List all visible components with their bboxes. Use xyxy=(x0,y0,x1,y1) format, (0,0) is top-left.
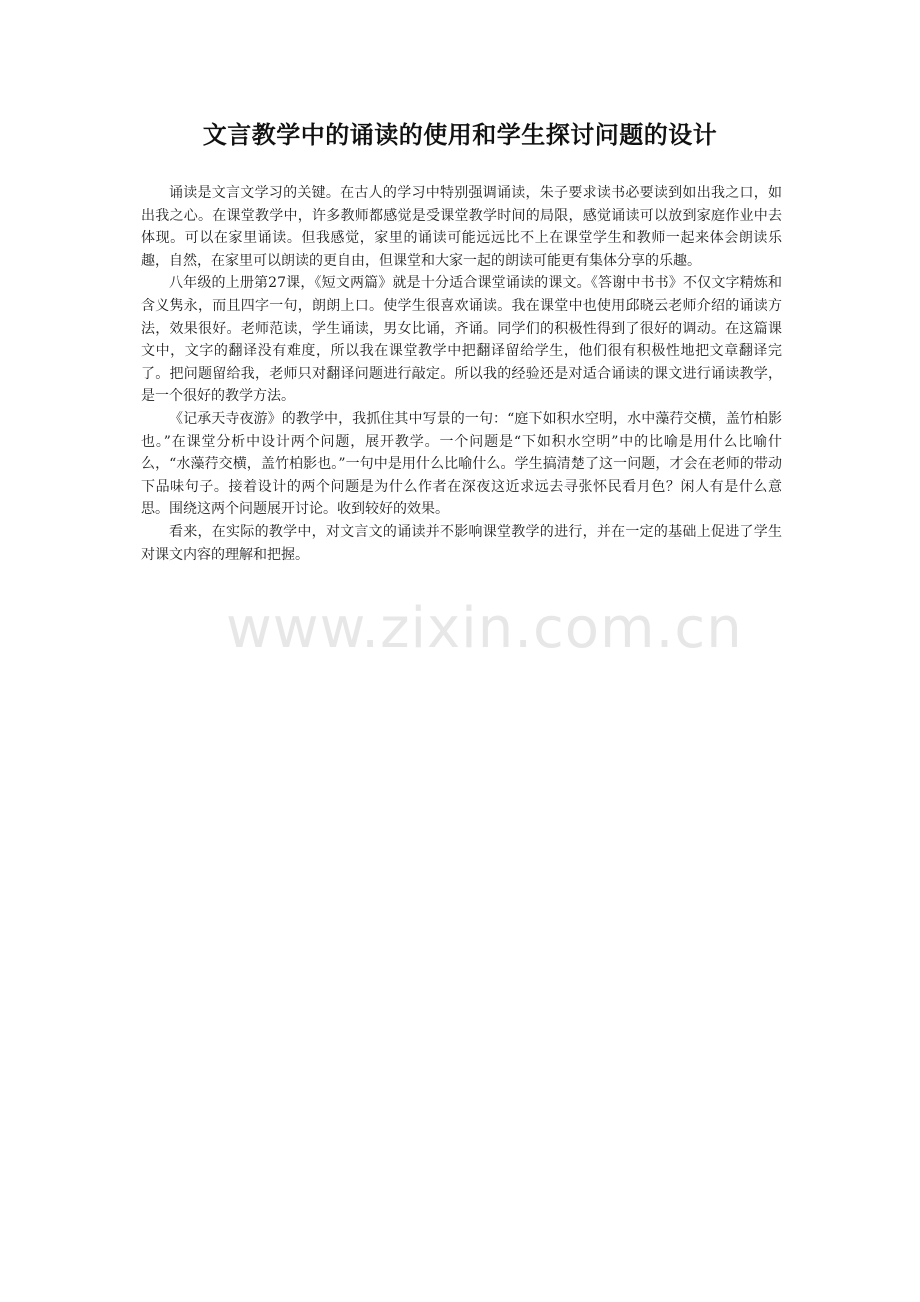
watermark: www.zixin.com.cn xyxy=(226,596,743,661)
paragraph-1: 诵读是文言文学习的关键。在古人的学习中特别强调诵读，朱子要求读书必要读到如出我之口，如出我之心。在课堂教学中，许多教师都感觉是受课堂教学时间的局限，感觉诵读可以放到家庭作业中去体现。可以在家里诵读。但我感觉，家里的诵读可能远远比不上在课堂学生和教师一起来体会朗读乐趣，自然，在家里可以朗读的更自由，但课堂和大家一起的朗读可能更有集体分享的乐趣。 xyxy=(141,185,782,269)
paragraph-2: 八年级的上册第27课，《短文两篇》就是十分适合课堂诵读的课文。《答谢中书书》不仅文字精炼和含义隽永，而且四字一句，朗朗上口。使学生很喜欢诵读。我在课堂中也使用邱晓云老师介绍的诵读方法，效果很好。老师范读，学生诵读，男女比诵，齐诵。同学们的积极性得到了很好的调动。在这篇课文中，文字的翻译没有难度，所以我在课堂教学中把翻译留给学生，他们很有积极性地把文章翻译完了。把问题留给我，老师只对翻译问题进行敲定。所以我的经验还是对适合诵读的课文进行诵读教学，是一个很好的教学方法。 xyxy=(141,275,782,405)
document-body xyxy=(141,182,782,566)
paragraph-4: 看来，在实际的教学中，对文言文的诵读并不影响课堂教学的进行，并在一定的基础上促进了学生对课文内容的理解和把握。 xyxy=(141,523,782,563)
document-title: 文言教学中的诵读的使用和学生探讨问题的设计 xyxy=(202,121,718,149)
paragraph-3: 《记承天寺夜游》的教学中，我抓住其中写景的一句：“庭下如积水空明，水中藻荇交横，盖竹柏影也。”在课堂分析中设计两个问题，展开教学。一个问题是“下如积水空明”中的比喻是用什么比喻什么，“水藻荇交横，盖竹柏影也。”一句中是用什么比喻什么。学生搞清楚了这一问题，才会在老师的带动下品味句子。接着设计的两个问题是为什么作者在深夜这近求远去寻张怀民看月色？闲人有是什么意思。围绕这两个问题展开讨论。收到较好的效果。 xyxy=(141,410,782,518)
